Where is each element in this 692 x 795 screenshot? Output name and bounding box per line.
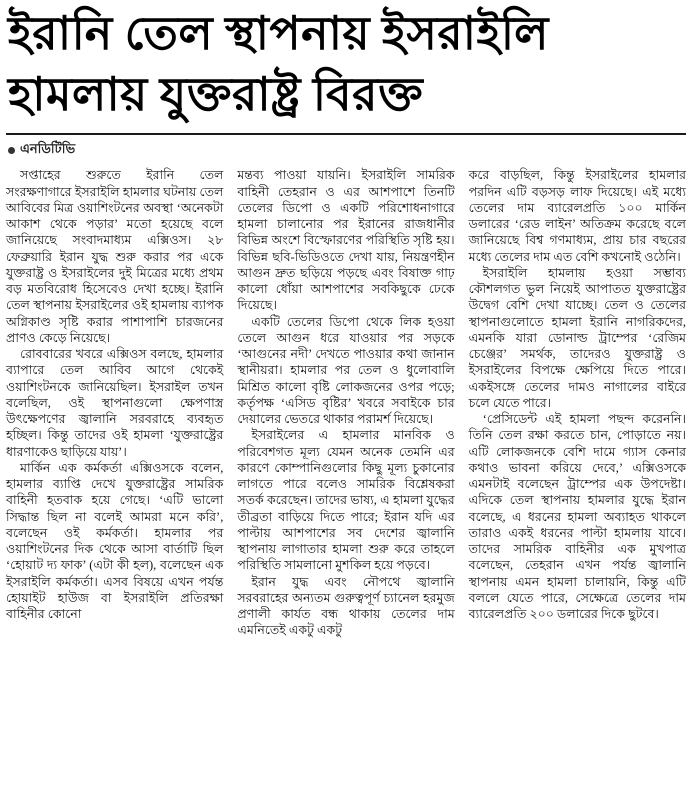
paragraph: মার্কিন এক কর্মকর্তা এক্সিওসকে বলেন, হামলার ব্যাপ্তি দেখে যুক্তরাষ্ট্রের সামরিক বাহিনী হতবাক হয়ে গেছে। ‘এটি ভালো সিদ্ধান্ত ছিল না বলেই আমরা মনে করি’, বলেছেন ওই কর্মকর্তা। হামলার পর ওয়াশিংটনের দিক থেকে আসা বার্তাটি ছিল ‘হোয়াট দ্য ফাক’ (এটা কী হল), বলেছেন এক ইসরাইলি কর্মকর্তা। এসব বিষয়ে এখন পর্যন্ত হোয়াইট হাউজ বা ইসরাইলি প্রতিরক্ষা বাহিনীর কোনো <box>6 460 224 622</box>
paragraph: ‘প্রেসিডেন্ট এই হামলা পছন্দ করেননি। তিনি তেল রক্ষা করতে চান, পোড়াতে নয়। এটি লোকজনকে বেশি দামে গ্যাস কেনার কথাও ভাবনা করিয়ে দেবে,’ এক্সিওসকে এমনটাই বলেছেন ট্রাম্পের এক উপদেষ্টা। এদিকে তেল স্থাপনায় হামলার যুদ্ধে ইরান বলেছে, এ ধরনের হামলা অব্যাহত থাকলে তারাও একই ধরনের পাল্টা হামলায় যাবে। তাদের সামরিক বাহিনীর এক মুখপাত্র বলেছেন, তেহরান এখন পর্যন্ত জ্বালানি স্থাপনায় এমন হামলা চালায়নি, কিন্তু এটি বললে যেতে পারে, সেক্ষেত্রে তেলের দাম ব্যারেলপ্রতি ২০০ ডলারের দিকে ছুটবে। <box>468 412 686 622</box>
article-body <box>6 167 686 638</box>
byline <box>8 140 686 161</box>
paragraph: রোববারের খবরে এক্সিওস বলছে, হামলার ব্যাপারে তেল আবিব আগে থেকেই ওয়াশিংটনকে জানিয়েছিল। ইসরাইল তখন বলেছিল, ওই স্থাপনাগুলো ক্ষেপণাস্ত্র উৎক্ষেপণের জ্বালানি সরবরাহে ব্যবহৃত হচ্ছিল। কিন্তু তাদের ওই হামলা ‘যুক্তরাষ্ট্রের ধারণাকেও ছাড়িয়ে যায়’। <box>6 347 224 459</box>
byline-source: এনডিটিভি <box>20 141 76 157</box>
headline-divider <box>6 133 686 135</box>
paragraph: একটি তেলের ডিপো থেকে লিক হওয়া তেলে আগুন ধরে যাওয়ার পর সড়কে ‘আগুনের নদী’ দেখতে পাওয়ার কথা জানান স্থানীয়রা। হামলার পর তেল ও ধুলোবালি মিশ্রিত কালো বৃষ্টি লোকজনের ওপর পড়ে; কর্তৃপক্ষ ‘এসিড বৃষ্টির’ খবরে সবাইকে চার দেয়ালের ভেতরে থাকার পরামর্শ দিয়েছে। <box>237 314 455 427</box>
paragraph: করে বাড়ছিল, কিন্তু ইসরাইলের হামলার পরদিন এটি বড়সড় লাফ দিয়েছে। এই মধ্যে তেলের দাম ব্যারেলপ্রতি ১০০ মার্কিন ডলারের ‘রেড লাইন’ অতিক্রম করেছে বলে জানিয়েছে বিশ্ব গণমাধ্যম, প্রায় চার বছরের মধ্যে তেলের দাম এত বেশি কখনোই ওঠেনি। <box>468 168 686 264</box>
article-column-1 <box>6 167 223 622</box>
paragraph: সপ্তাহের শুরুতে ইরানি তেল সংরক্ষণাগারে ইসরাইলি হামলার ঘটনায় তেল আবিবের মিত্র ওয়াশিংটনের অবস্থা ‘অনেকটা আকাশ থেকে পড়ার’ মতো হয়েছে বলে জানিয়েছে সংবাদমাধ্যম এক্সিওস। ২৮ ফেব্রুয়ারি ইরান যুদ্ধ শুরু করার পর একে যুক্তরাষ্ট্র ও ইসরাইলের দুই মিত্রের মধ্যে প্রথম বড় মতবিরোধ হিসেবেও দেখা হচ্ছে। ইরানি তেল স্থাপনায় ইসরাইলের ওই হামলায় ব্যাপক অগ্নিকাণ্ড সৃষ্টি করার পাশাপাশি চারজনের প্রাণও কেড়ে নিয়েছে। <box>6 168 224 345</box>
paragraph: ইসরাইলি হামলায় হওয়া সম্ভাব্য কৌশলগত ভুল নিয়েই আপাতত যুক্তরাষ্ট্রের উদ্বেগ বেশি দেখা যাচ্ছে। তেল ও তেলের স্থাপনাগুলোতে হামলা ইরানি নাগরিকদের, এমনকি যারা ডোনাল্ড ট্রাম্পের ‘রেজিম চেঞ্জের’ সমর্থক, তাদেরও যুক্তরাষ্ট্র ও ইসরাইলের বিপক্ষে ক্ষেপিয়ে দিতে পারে। একইসঙ্গে তেলের দামও নাগালের বাইরে চলে যেতে পারে। <box>468 265 686 410</box>
article-headline: ইরানি তেল স্থাপনায় ইসরাইলি হামলায় যুক্তরাষ্ট্র বিরক্ত <box>8 8 549 120</box>
paragraph: মন্তব্য পাওয়া যায়নি। ইসরাইলি সামরিক বাহিনী তেহরান ও এর আশপাশে তিনটি তেলের ডিপো ও একটি পরিশোধনাগারে হামলা চালানোর পর ইরানের রাজধানীর বিভিন্ন অংশে বিস্ফোরণের পরিস্থিতি সৃষ্টি হয়। বিভিন্ন ছবি-ভিডিওতে দেখা যায়, নিয়ন্ত্রণহীন আগুন দ্রুত ছড়িয়ে পড়ছে এবং বিষাক্ত গাঢ় কালো ধোঁয়া আশপাশের সবকিছুকে ঢেকে দিয়েছে। <box>237 168 455 313</box>
paragraph: ইরান যুদ্ধ এবং নৌপথে জ্বালানি সরবরাহের অন্যতম গুরুত্বপূর্ণ চ্যানেল হরমুজ প্রণালী কার্যত বন্ধ থাকায় তেলের দাম এমনিতেই একটু একটু <box>237 574 455 638</box>
byline-bullet-icon <box>8 147 15 154</box>
paragraph: ইসরাইলের এ হামলার মানবিক ও পরিবেশগত মূল্য যেমন অনেক তেমনি এর কারণে কোম্পানিগুলোর কিছু মূল্য চুকানোর লাগতে পারে বলেও সামরিক বিশ্লেষকরা সতর্ক করেছেন। তাদের ভাষ্য, এ হামলা যুদ্ধের তীব্রতা বাড়িয়ে দিতে পারে; ইরান যদি এর পাল্টায় আশপাশের সব দেশের জ্বালানি স্থাপনায় লাগাতার হামলা শুরু করে তাহলে পরিস্থিতি সামলানো মুশকিল হয়ে পড়বে। <box>237 428 455 573</box>
article-column-3 <box>469 167 686 622</box>
article-column-2 <box>237 167 454 638</box>
